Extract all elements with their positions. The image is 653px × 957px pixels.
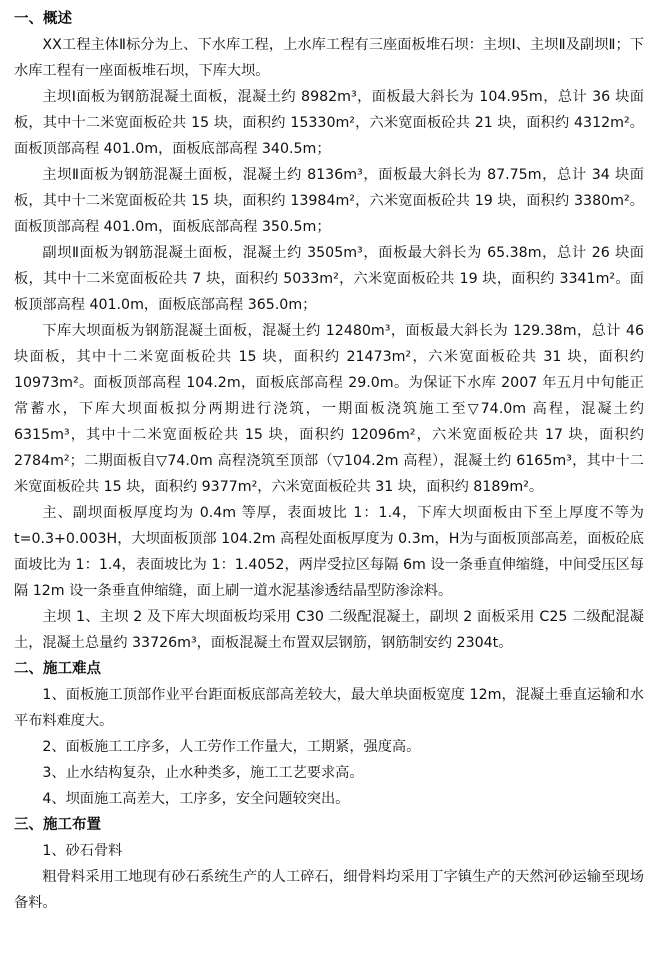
- layout-subheading-aggregate: 1、砂石骨料: [42, 843, 123, 859]
- paragraph-concrete-grade: 主坝 1、主坝 2 及下库大坝面板均采用 C30 二级配混凝土，副坝 2 面板采用 C25 二级配混凝土，混凝土总量约 33726m³，面板混凝土布置双层钢筋，钢筋制安约 2304t。: [14, 609, 644, 651]
- section-heading-overview: 一、概述: [14, 11, 72, 27]
- paragraph-main-dam-1: 主坝Ⅰ面板为钢筋混凝土面板，混凝土约 8982m³，面板最大斜长为 104.95m，总计 36 块面板，其中十二米宽面板砼共 15 块，面积约 15330m²，六米宽面板砼共 21 块，面积约 4312m²。面板顶部高程 401.0m，面板底部高程 340.5m；: [14, 89, 644, 157]
- difficulty-item-4: 4、坝面施工高差大，工序多，安全问题较突出。: [42, 791, 350, 807]
- section-heading-difficulties: 二、施工难点: [14, 661, 101, 677]
- section-heading-layout: 三、施工布置: [14, 817, 101, 833]
- paragraph-aggregate: 粗骨料采用工地现有砂石系统生产的人工碎石，细骨料均采用丁字镇生产的天然河砂运输至现场备料。: [14, 869, 644, 911]
- paragraph-lower-reservoir-dam: 下库大坝面板为钢筋混凝土面板，混凝土约 12480m³，面板最大斜长为 129.38m，总计 46 块面板，其中十二米宽面板砼共 15 块，面积约 21473m²，六米宽面板砼共 31 块，面积约 10973m²。面板顶部高程 104.2m，面板底部高程 29.0m。为保证下水库 2007 年五月中旬能正常蓄水，下库大坝面板拟分两期进行浇筑，一期面板浇筑施工至▽74.0m 高程，混凝土约 6315m³，其中十二米宽面板砼共 15 块，面积约 12096m²，六米宽面板砼共 17 块，面积约 2784m²；二期面板自▽74.0m 高程浇筑至顶部（▽104.2m 高程），混凝土约 6165m³，其中十二米宽面板砼共 15 块，面积约 9377m²，六米宽面板砼共 31 块，面积约 8189m²。: [14, 323, 644, 495]
- paragraph-auxiliary-dam-2: 副坝Ⅱ面板为钢筋混凝土面板，混凝土约 3505m³，面板最大斜长为 65.38m，总计 26 块面板，其中十二米宽面板砼共 7 块，面积约 5033m²，六米宽面板砼共 19 块，面积约 3341m²。面板顶部高程 401.0m，面板底部高程 365.0m；: [14, 245, 644, 313]
- difficulty-item-3: 3、止水结构复杂，止水种类多，施工工艺要求高。: [42, 765, 364, 781]
- paragraph-intro: XX工程主体Ⅱ标分为上、下水库工程，上水库工程有三座面板堆石坝：主坝Ⅰ、主坝Ⅱ及副坝Ⅱ；下水库工程有一座面板堆石坝，下库大坝。: [14, 37, 644, 79]
- difficulty-item-1: 1、面板施工顶部作业平台距面板底部高差较大，最大单块面板宽度 12m，混凝土垂直运输和水平布料难度大。: [14, 687, 644, 729]
- paragraph-slab-thickness: 主、副坝面板厚度均为 0.4m 等厚，表面坡比 1：1.4，下库大坝面板由下至上厚度不等为 t=0.3+0.003H，大坝面板顶部 104.2m 高程处面板厚度为 0.3m，H为与面板顶部高差，面板砼底面坡比为 1：1.4，表面坡比为 1：1.4052，两岸受拉区每隔 6m 设一条垂直伸缩缝，中间受压区每隔 12m 设一条垂直伸缩缝，面上刷一道水泥基渗透结晶型防渗涂料。: [14, 505, 644, 599]
- document-body: [14, 6, 644, 916]
- difficulty-item-2: 2、面板施工工序多，人工劳作工作量大，工期紧，强度高。: [42, 739, 421, 755]
- paragraph-main-dam-2: 主坝Ⅱ面板为钢筋混凝土面板，混凝土约 8136m³，面板最大斜长为 87.75m，总计 34 块面板，其中十二米宽面板砼共 15 块，面积约 13984m²，六米宽面板砼共 19 块，面积约 3380m²。面板顶部高程 401.0m，面板底部高程 350.5m；: [14, 167, 644, 235]
